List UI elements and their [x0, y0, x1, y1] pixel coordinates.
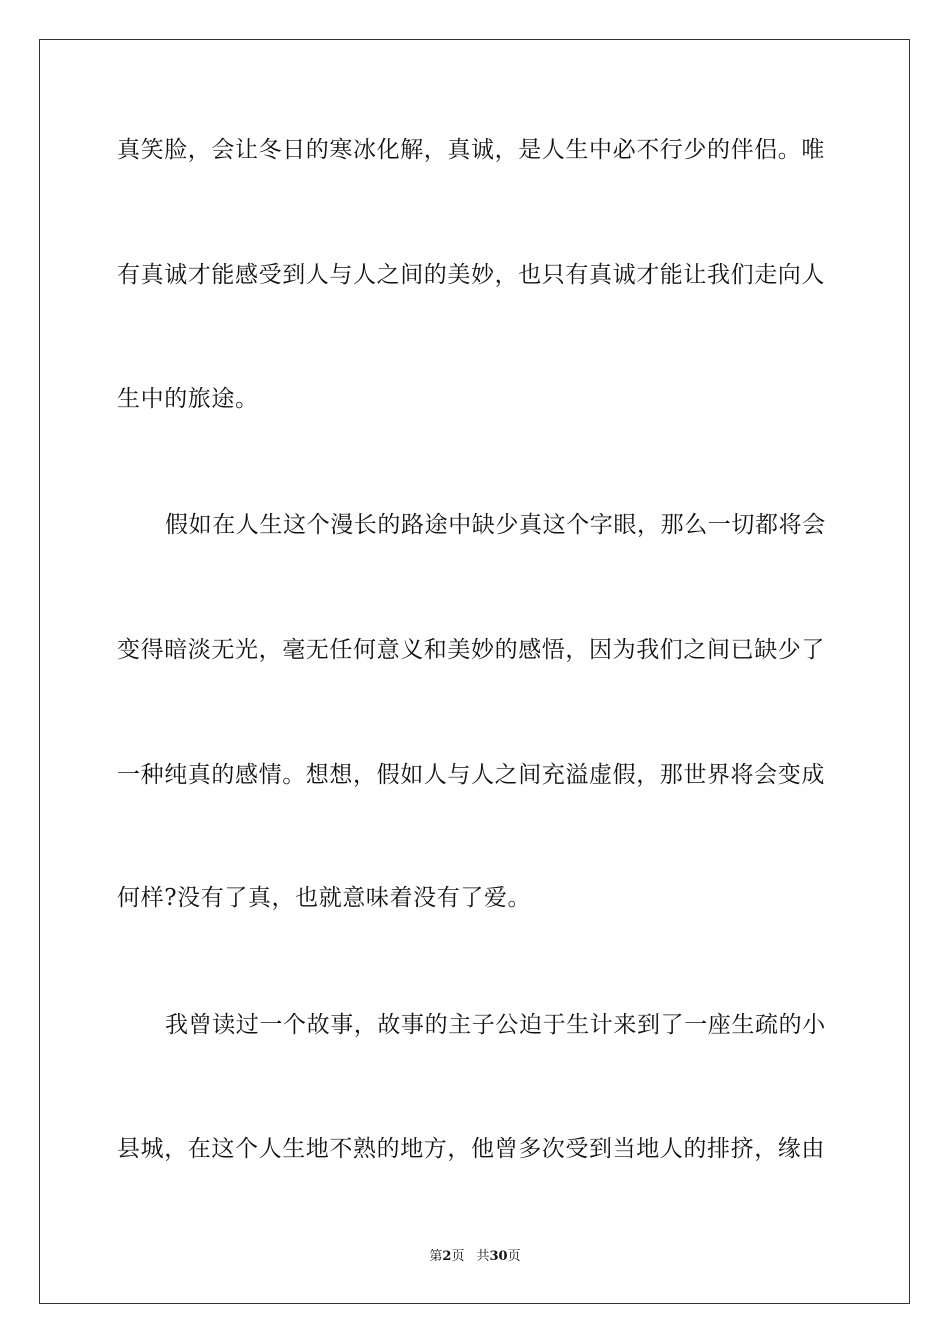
page-number: 2	[442, 1249, 452, 1264]
total-suffix: 页	[507, 1249, 521, 1264]
text-line-3: 生中的旅途。	[117, 386, 259, 412]
text-line-8: 我曾读过一个故事，故事的主子公迫于生计来到了一座生疏的小	[165, 1012, 826, 1038]
text-line-7: 何样?没有了真，也就意味着没有了爱。	[117, 885, 532, 911]
text-line-9: 县城，在这个人生地不熟的地方，他曾多次受到当地人的排挤，缘由	[117, 1136, 825, 1162]
text-line-1: 真笑脸，会让冬日的寒冰化解，真诚，是人生中必不行少的伴侣。唯	[117, 137, 825, 163]
total-prefix: 共	[476, 1249, 490, 1264]
page-border	[39, 39, 910, 1304]
page-prefix: 第	[429, 1249, 443, 1264]
text-line-4: 假如在人生这个漫长的路途中缺少真这个字眼，那么一切都将会	[165, 512, 826, 538]
text-line-5: 变得暗淡无光，毫无任何意义和美妙的感悟，因为我们之间已缺少了	[117, 637, 825, 663]
text-line-2: 有真诚才能感受到人与人之间的美妙，也只有真诚才能让我们走向人	[117, 262, 825, 288]
total-pages: 30	[489, 1249, 508, 1264]
page-footer	[0, 1248, 950, 1266]
page-suffix: 页	[451, 1249, 465, 1264]
text-line-6: 一种纯真的感情。想想，假如人与人之间充溢虚假，那世界将会变成	[117, 762, 825, 788]
